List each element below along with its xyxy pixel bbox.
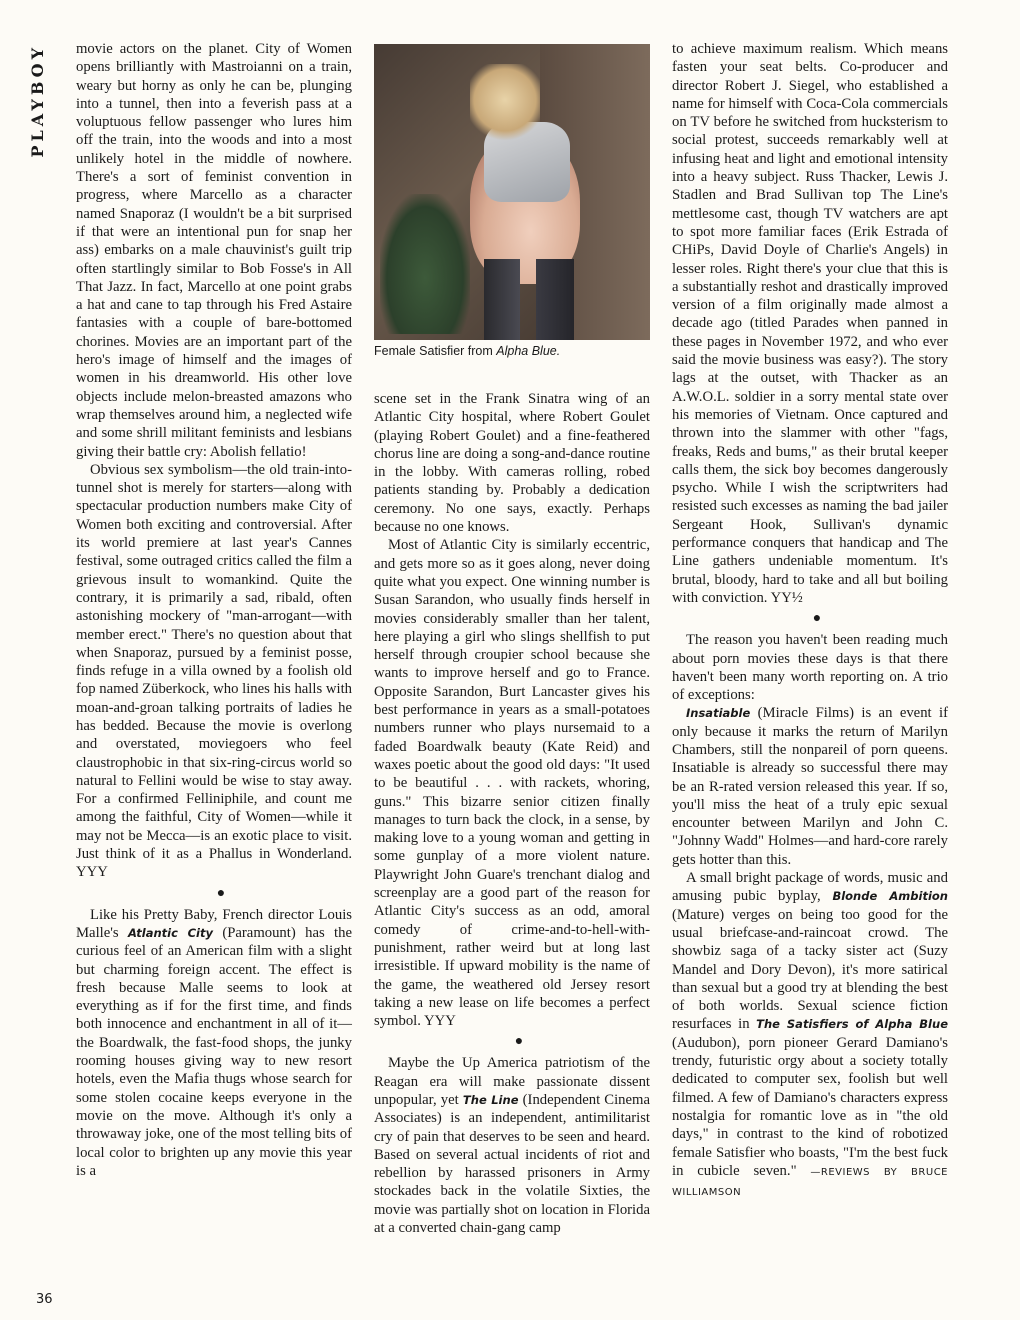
paragraph: Most of Atlantic City is similarly eccentric, and gets more so as it goes along, never doing quite what you expect. One winning number is Susan Sarandon, who usually finds herself in movies considerably smaller than her talent, here playing a girl who slings shellfish to put herself through croupier school because she wants to improve herself and go to France. Opposite Sarandon, Burt Lancaster gives his best performance in years as a small-potatoes numbers runner who plays nursemaid to a faded Boardwalk beauty (Kate Reid) and waxes poetic about the good old days: "It used to be beautiful . . . with rackets, whoring, guns." This bizarre senior citizen finally manages to turn back the clock, in a sense, by making love to a young woman and getting in some gunplay of a more violent nature. Playwright John Guare's trenchant dialog and screenplay are a good part of the reason for Atlantic City's success as an odd, amoral comedy of crime-and-to-hell-with-punishment, rather weird but at long last irresistible. If upward mobility is the name of the game, the weathered old Jersey resort taking a new lease on life becomes a perfect symbol. YYY — [374, 537, 650, 1030]
film-title: Insatiable — [686, 706, 751, 721]
text-run: (Mature) verges on being too good for the usual briefcase-and-raincoat crowd. The showbiz saga of a tacky sister act (Suzy Mandel and Dory Devon), it's more satirical than sexual but a good try at blending the best of both worlds. Sexual science fiction resurfaces in — [672, 906, 948, 1033]
text-run: A small bright package of words, music and amusing pubic byplay, — [672, 870, 948, 905]
paragraph: Obvious sex symbolism—the old train-into-tunnel shot is merely for starters—along with spectacular production numbers make City of Women both exciting and controversial. After its world premiere at last year's Cannes festival, some outraged critics called the film a grievous insult to womankind. Quite the contrary, it is primarily a sad, ribald, often astonishing mockery of "man-arrogant—with member erect." There's no question about that when Snaporaz, pursued by a feminist posse, finds refuge in a villa owned by a foolish old fop named Züberkock, who lines his halls with moan-and-groan talking portraits of ladies he has bedded. Because the movie is overlong and overstated, moviegoers who feel claustrophobic in that six-ring-circus world so natural to Fellini would be wise to stay away. For a confirmed Felliniphile, and count me among the faithful, City of Women—while it may not be Mecca—is an exotic place to visit. Just think of it as a Phallus in Wonderland. YYY — [76, 461, 352, 881]
film-title: The Line — [462, 1092, 519, 1107]
caption-text: Female Satisfier from — [374, 344, 497, 358]
film-title: The Satisfiers of Alpha Blue — [756, 1017, 948, 1032]
separator-dot: ● — [514, 1034, 524, 1050]
text-run: (Audubon), porn pioneer Gerard Damiano's trendy, futuristic orgy about a society totally dedicated to computer sex, foolish but well filmed. A few of Damiano's characters express nostalgia for romantic love as in "the old days," in contrast to the kind of robotized female Satisfier who boasts, "I'm the best fuck in cubicle seven." — [672, 1034, 948, 1179]
photo-caption — [374, 344, 650, 358]
photo-plant — [380, 194, 470, 334]
column-1 — [76, 40, 352, 1180]
photo-figure-hair — [470, 64, 540, 144]
paragraph — [374, 1054, 650, 1237]
photo-figure-leg — [484, 259, 520, 340]
paragraph: The reason you haven't been reading much about porn movies these days is that there haven't been many worth reporting on. A trio of exceptions: — [672, 632, 948, 704]
byline: —REVIEWS BY BRUCE WILLIAMSON — [672, 1166, 948, 1199]
text-run: (Miracle Films) is an event if only because it marks the return of Marilyn Chambers, still the nonpareil of porn queens. Insatiable is already so successful there may be an R-rated version released this year. If so, you'll miss the heat of a truly epic sexual encounter between Marilyn and John C. "Johnny Wadd" Holmes—and hard-core rarely gets hotter than this. — [672, 705, 948, 868]
paragraph: scene set in the Frank Sinatra wing of an Atlantic City hospital, where Robert Goulet (playing Robert Goulet) and a fine-feathered chorus line are doing a song-and-dance routine in the lobby. With cameras rolling, robed patients standing by. Probably a dedication ceremony. No one says, exactly. Perhaps because no one knows. — [374, 391, 650, 536]
column-3 — [672, 40, 948, 1202]
caption-title: Alpha Blue. — [496, 344, 561, 358]
photo-female-satisfier — [374, 44, 650, 340]
paragraph: to achieve maximum realism. Which means fasten your seat belts. Co-producer and director Robert J. Siegel, who established a name for himself with Coca-Cola commercials on TV before he switched from hucksterism to social protest, succeeds remarkably well at infusing heat and light and emotional intensity into a heavy subject. Russ Thacker, Lewis J. Stadlen and Brad Sullivan top The Line's mettlesome cast, though TV watchers are apt to spot more familiar faces (Erik Estrada of CHiPs, David Doyle of Charlie's Angels) in lesser roles. Right there's your clue that this is a substantially reshot and drastically improved version of a film originally made almost a decade ago (titled Parades when panned in these pages in November 1972, and who ever said the movie business was easy?). The story lags at the outset, with Thacker as an A.W.O.L. soldier in a sorry mental state over his memories of Vietnam. Once captured and thrown into the slammer with other "fags, freaks, Reds and bums," as their brutal keeper calls them, the sick boy becomes dangerously psycho. While I wish the scriptwriters had resisted such excesses as naming the bad jailer Sergeant Hook, Sullivan's dynamic performance conquers that handicap and The Line gathers undeniable momentum. It's brutal, bloody, hard to take and all but boiling with conviction. YY½ — [672, 41, 948, 606]
text-run: Like his Pretty Baby, French director Louis Malle's — [76, 906, 352, 941]
page-number: 36 — [36, 1292, 53, 1307]
running-head: PLAYBOY — [28, 44, 47, 158]
text-run: (Independent Cinema Associates) is an independent, antimilitarist cry of pain that deserves to be seen and heard. Based on several actual incidents of riot and rebellion by harassed prisoners in Army stockades back in the volatile Sixties, the movie was partially shot on location in Florida at a converted chain-gang camp — [374, 1091, 650, 1237]
text-run: (Paramount) has the curious feel of an American film with a slight but charming foreign accent. The effect is fresh because Malle seems to look at everything as if for the first time, and finds both innocence and enchantment in all of it—the Boardwalk, the fast-food shops, the junky rooming houses giving way to new resort hotels, even the Mafia thugs whose search for some stolen cocaine keeps everyone in the movie on the move. Although it's only a throwaway joke, one of the most telling bits of local color to brighten up any movie this year is a — [76, 924, 352, 1179]
paragraph: movie actors on the planet. City of Women opens brilliantly with Mastroianni on a train, weary but horny as only he can be, plunging into a tunnel, then into a feverish pass at a voluptuous fellow passenger who lures him off the train, into the woods and into a most unlikely hotel in the middle of nowhere. There's a sort of feminist convention in progress, where Marcello as a character named Snaporaz (I wouldn't be a bit surprised if that were an intentional pun for snap her ass) embarks on a male chauvinist's guilt trip often startlingly similar to Bob Fosse's in All That Jazz. In fact, Marcello at one point grabs a hat and cane to tap through his Fred Astaire fantasies with a couple of bare-bottomed chorines. Movies are an important part of the hero's image of himself and the images of women in his dreamworld. His other love objects include melon-breasted amazons who wrap themselves around him, a neglected wife and some shrill militant feminists and lesbians giving their battle cry: Abolish fellatio! — [76, 41, 352, 460]
separator-dot: ● — [216, 885, 226, 901]
separator-dot: ● — [812, 611, 822, 627]
film-title: Atlantic City — [127, 925, 213, 940]
column-2 — [374, 390, 650, 1237]
photo-figure-leg — [536, 259, 574, 340]
film-title: Blonde Ambition — [832, 889, 948, 904]
text-run: Maybe the Up America patriotism of the Reagan era will make passionate dissent unpopular, yet — [374, 1055, 650, 1108]
paragraph — [672, 869, 948, 1202]
paragraph — [76, 906, 352, 1180]
paragraph — [672, 704, 948, 869]
